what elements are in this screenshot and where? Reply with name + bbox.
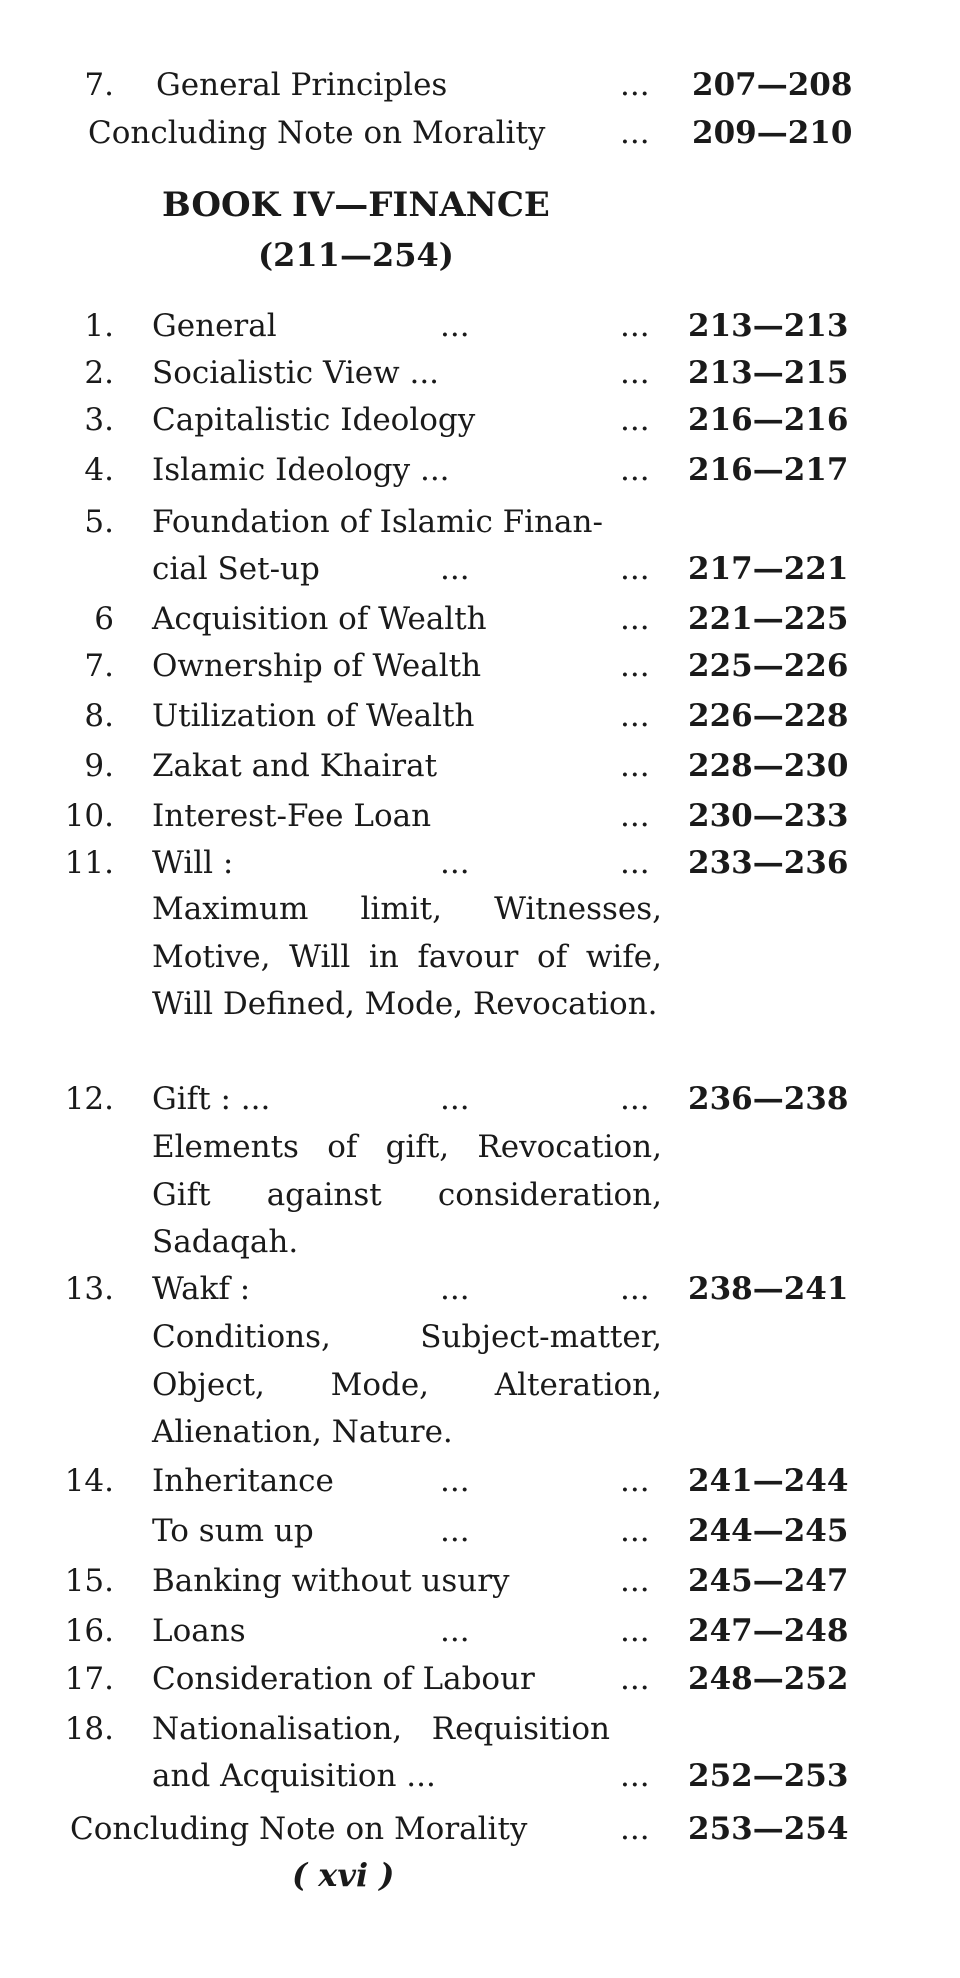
entry-pages: 233—236 bbox=[688, 845, 849, 881]
toc-entry-1 bbox=[0, 303, 960, 349]
entry-pages: 216—216 bbox=[688, 402, 849, 438]
toc-entry-5-cont bbox=[0, 546, 960, 592]
entry-leader: ... bbox=[620, 1758, 650, 1794]
entry-title: Acquisition of Wealth bbox=[152, 601, 487, 637]
entry-leader: ... bbox=[620, 601, 650, 637]
entry-number: 13. bbox=[64, 1271, 114, 1307]
entry-number: 7. bbox=[84, 648, 114, 684]
entry-title: Islamic Ideology ... bbox=[152, 452, 450, 488]
entry-pages: 236—238 bbox=[688, 1081, 849, 1117]
entry-pages: 207—208 bbox=[692, 67, 853, 103]
entry-title: Utilization of Wealth bbox=[152, 698, 475, 734]
entry-number: 16. bbox=[64, 1613, 114, 1649]
entry-title: Will : bbox=[152, 845, 234, 881]
entry-leader: ... bbox=[620, 452, 650, 488]
entry-number: 18. bbox=[64, 1711, 114, 1747]
entry-description-gift: Elements of gift, Revocation, Gift against consideration, Sadaqah. bbox=[152, 1129, 662, 1260]
toc-entry-16 bbox=[0, 1608, 960, 1654]
toc-entry-12 bbox=[0, 1076, 960, 1122]
entry-leader: ... bbox=[620, 308, 650, 344]
entry-title: Zakat and Khairat bbox=[152, 748, 438, 784]
entry-number: 1. bbox=[84, 308, 114, 344]
entry-title: Interest-Fee Loan bbox=[152, 798, 432, 834]
toc-entry-4 bbox=[0, 447, 960, 493]
entry-number: 10. bbox=[64, 798, 114, 834]
entry-title: Ownership of Wealth bbox=[152, 648, 482, 684]
toc-entry-concluding-note-top bbox=[0, 110, 960, 156]
entry-number: 8. bbox=[84, 698, 114, 734]
entry-title: Capitalistic Ideology bbox=[152, 402, 476, 438]
entry-leader: ... bbox=[620, 551, 650, 587]
entry-title: Gift : ... bbox=[152, 1081, 271, 1117]
entry-title: cial Set-up bbox=[152, 551, 320, 587]
entry-leader: ... bbox=[620, 748, 650, 784]
entry-number: 9. bbox=[84, 748, 114, 784]
toc-entry-2 bbox=[0, 350, 960, 396]
entry-pages: 209—210 bbox=[692, 115, 853, 151]
entry-leader: ... bbox=[440, 1613, 470, 1649]
entry-title: Banking without usury bbox=[152, 1563, 510, 1599]
toc-entry-10 bbox=[0, 793, 960, 839]
entry-pages: 221—225 bbox=[688, 601, 849, 637]
entry-leader: ... bbox=[620, 1563, 650, 1599]
entry-number: 12. bbox=[64, 1081, 114, 1117]
entry-pages: 238—241 bbox=[688, 1271, 849, 1307]
toc-entry-18 bbox=[0, 1706, 960, 1752]
entry-leader: ... bbox=[620, 648, 650, 684]
toc-entry-7 bbox=[0, 643, 960, 689]
entry-title: Consideration of Labour bbox=[152, 1661, 535, 1697]
entry-title: Foundation of Islamic Finan- bbox=[152, 504, 603, 540]
entry-pages: 252—253 bbox=[688, 1758, 849, 1794]
toc-entry-13 bbox=[0, 1266, 960, 1312]
entry-pages: 244—245 bbox=[688, 1513, 849, 1549]
entry-leader: ... bbox=[620, 1661, 650, 1697]
toc-entry-17 bbox=[0, 1656, 960, 1702]
entry-number: 17. bbox=[64, 1661, 114, 1697]
toc-entry-3 bbox=[0, 397, 960, 443]
entry-pages: 245—247 bbox=[688, 1563, 849, 1599]
entry-title: General Principles bbox=[156, 67, 448, 103]
entry-leader: ... bbox=[440, 1081, 470, 1117]
toc-entry-concluding-note bbox=[0, 1806, 960, 1852]
entry-number: 5. bbox=[84, 504, 114, 540]
entry-title: Concluding Note on Morality bbox=[88, 115, 546, 151]
entry-pages: 241—244 bbox=[688, 1463, 849, 1499]
entry-description-wakf: Conditions, Subject-matter, Object, Mode, Alteration, Alienation, Nature. bbox=[152, 1319, 662, 1450]
book-page-range: (211—254) bbox=[258, 236, 454, 274]
entry-leader: ... bbox=[620, 1081, 650, 1117]
book-heading: BOOK IV—FINANCE bbox=[162, 185, 550, 225]
toc-entry-5 bbox=[0, 499, 960, 545]
entry-number: 4. bbox=[84, 452, 114, 488]
entry-title: Wakf : bbox=[152, 1271, 251, 1307]
entry-number: 6 bbox=[94, 601, 114, 637]
entry-pages: 228—230 bbox=[688, 748, 849, 784]
entry-leader: ... bbox=[620, 67, 650, 103]
entry-pages: 247—248 bbox=[688, 1613, 849, 1649]
entry-pages: 226—228 bbox=[688, 698, 849, 734]
entry-number: 14. bbox=[64, 1463, 114, 1499]
entry-leader: ... bbox=[620, 698, 650, 734]
entry-title: Inheritance bbox=[152, 1463, 334, 1499]
entry-number: 3. bbox=[84, 402, 114, 438]
entry-leader: ... bbox=[620, 402, 650, 438]
entry-title: Concluding Note on Morality bbox=[70, 1811, 528, 1847]
entry-leader: ... bbox=[440, 845, 470, 881]
entry-pages: 217—221 bbox=[688, 551, 849, 587]
entry-leader: ... bbox=[620, 115, 650, 151]
entry-pages: 230—233 bbox=[688, 798, 849, 834]
entry-pages: 248—252 bbox=[688, 1661, 849, 1697]
toc-entry-18-cont bbox=[0, 1753, 960, 1799]
entry-title: Loans bbox=[152, 1613, 246, 1649]
entry-leader: ... bbox=[620, 1463, 650, 1499]
entry-pages: 213—213 bbox=[688, 308, 849, 344]
entry-title: and Acquisition ... bbox=[152, 1758, 436, 1794]
toc-entry-general-principles bbox=[0, 62, 960, 108]
entry-number: 11. bbox=[64, 845, 114, 881]
entry-leader: ... bbox=[620, 1513, 650, 1549]
entry-leader: ... bbox=[620, 845, 650, 881]
entry-title: To sum up bbox=[152, 1513, 314, 1549]
toc-entry-14-sum-up bbox=[0, 1508, 960, 1554]
entry-title: Nationalisation, Requisition bbox=[152, 1711, 610, 1747]
entry-title: General bbox=[152, 308, 277, 344]
entry-leader: ... bbox=[440, 1271, 470, 1307]
toc-entry-15 bbox=[0, 1558, 960, 1604]
toc-entry-9 bbox=[0, 743, 960, 789]
toc-entry-11 bbox=[0, 840, 960, 886]
entry-pages: 225—226 bbox=[688, 648, 849, 684]
entry-leader: ... bbox=[440, 551, 470, 587]
entry-leader: ... bbox=[440, 1513, 470, 1549]
entry-number: 2. bbox=[84, 355, 114, 391]
entry-leader: ... bbox=[620, 1271, 650, 1307]
entry-description-will: Maximum limit, Witnesses, Motive, Will in favour of wife, Will Defined, Mode, Revocation. bbox=[152, 891, 662, 1022]
entry-leader: ... bbox=[440, 1463, 470, 1499]
page-number: ( xvi ) bbox=[292, 1856, 395, 1894]
entry-leader: ... bbox=[620, 355, 650, 391]
toc-entry-14 bbox=[0, 1458, 960, 1504]
entry-title: Socialistic View ... bbox=[152, 355, 440, 391]
entry-pages: 213—215 bbox=[688, 355, 849, 391]
toc-entry-6 bbox=[0, 596, 960, 642]
toc-entry-8 bbox=[0, 693, 960, 739]
entry-leader: ... bbox=[440, 308, 470, 344]
entry-pages: 216—217 bbox=[688, 452, 849, 488]
entry-number: 7. bbox=[84, 67, 114, 103]
entry-leader: ... bbox=[620, 1613, 650, 1649]
entry-leader: ... bbox=[620, 798, 650, 834]
entry-leader: ... bbox=[620, 1811, 650, 1847]
entry-number: 15. bbox=[64, 1563, 114, 1599]
entry-pages: 253—254 bbox=[688, 1811, 849, 1847]
